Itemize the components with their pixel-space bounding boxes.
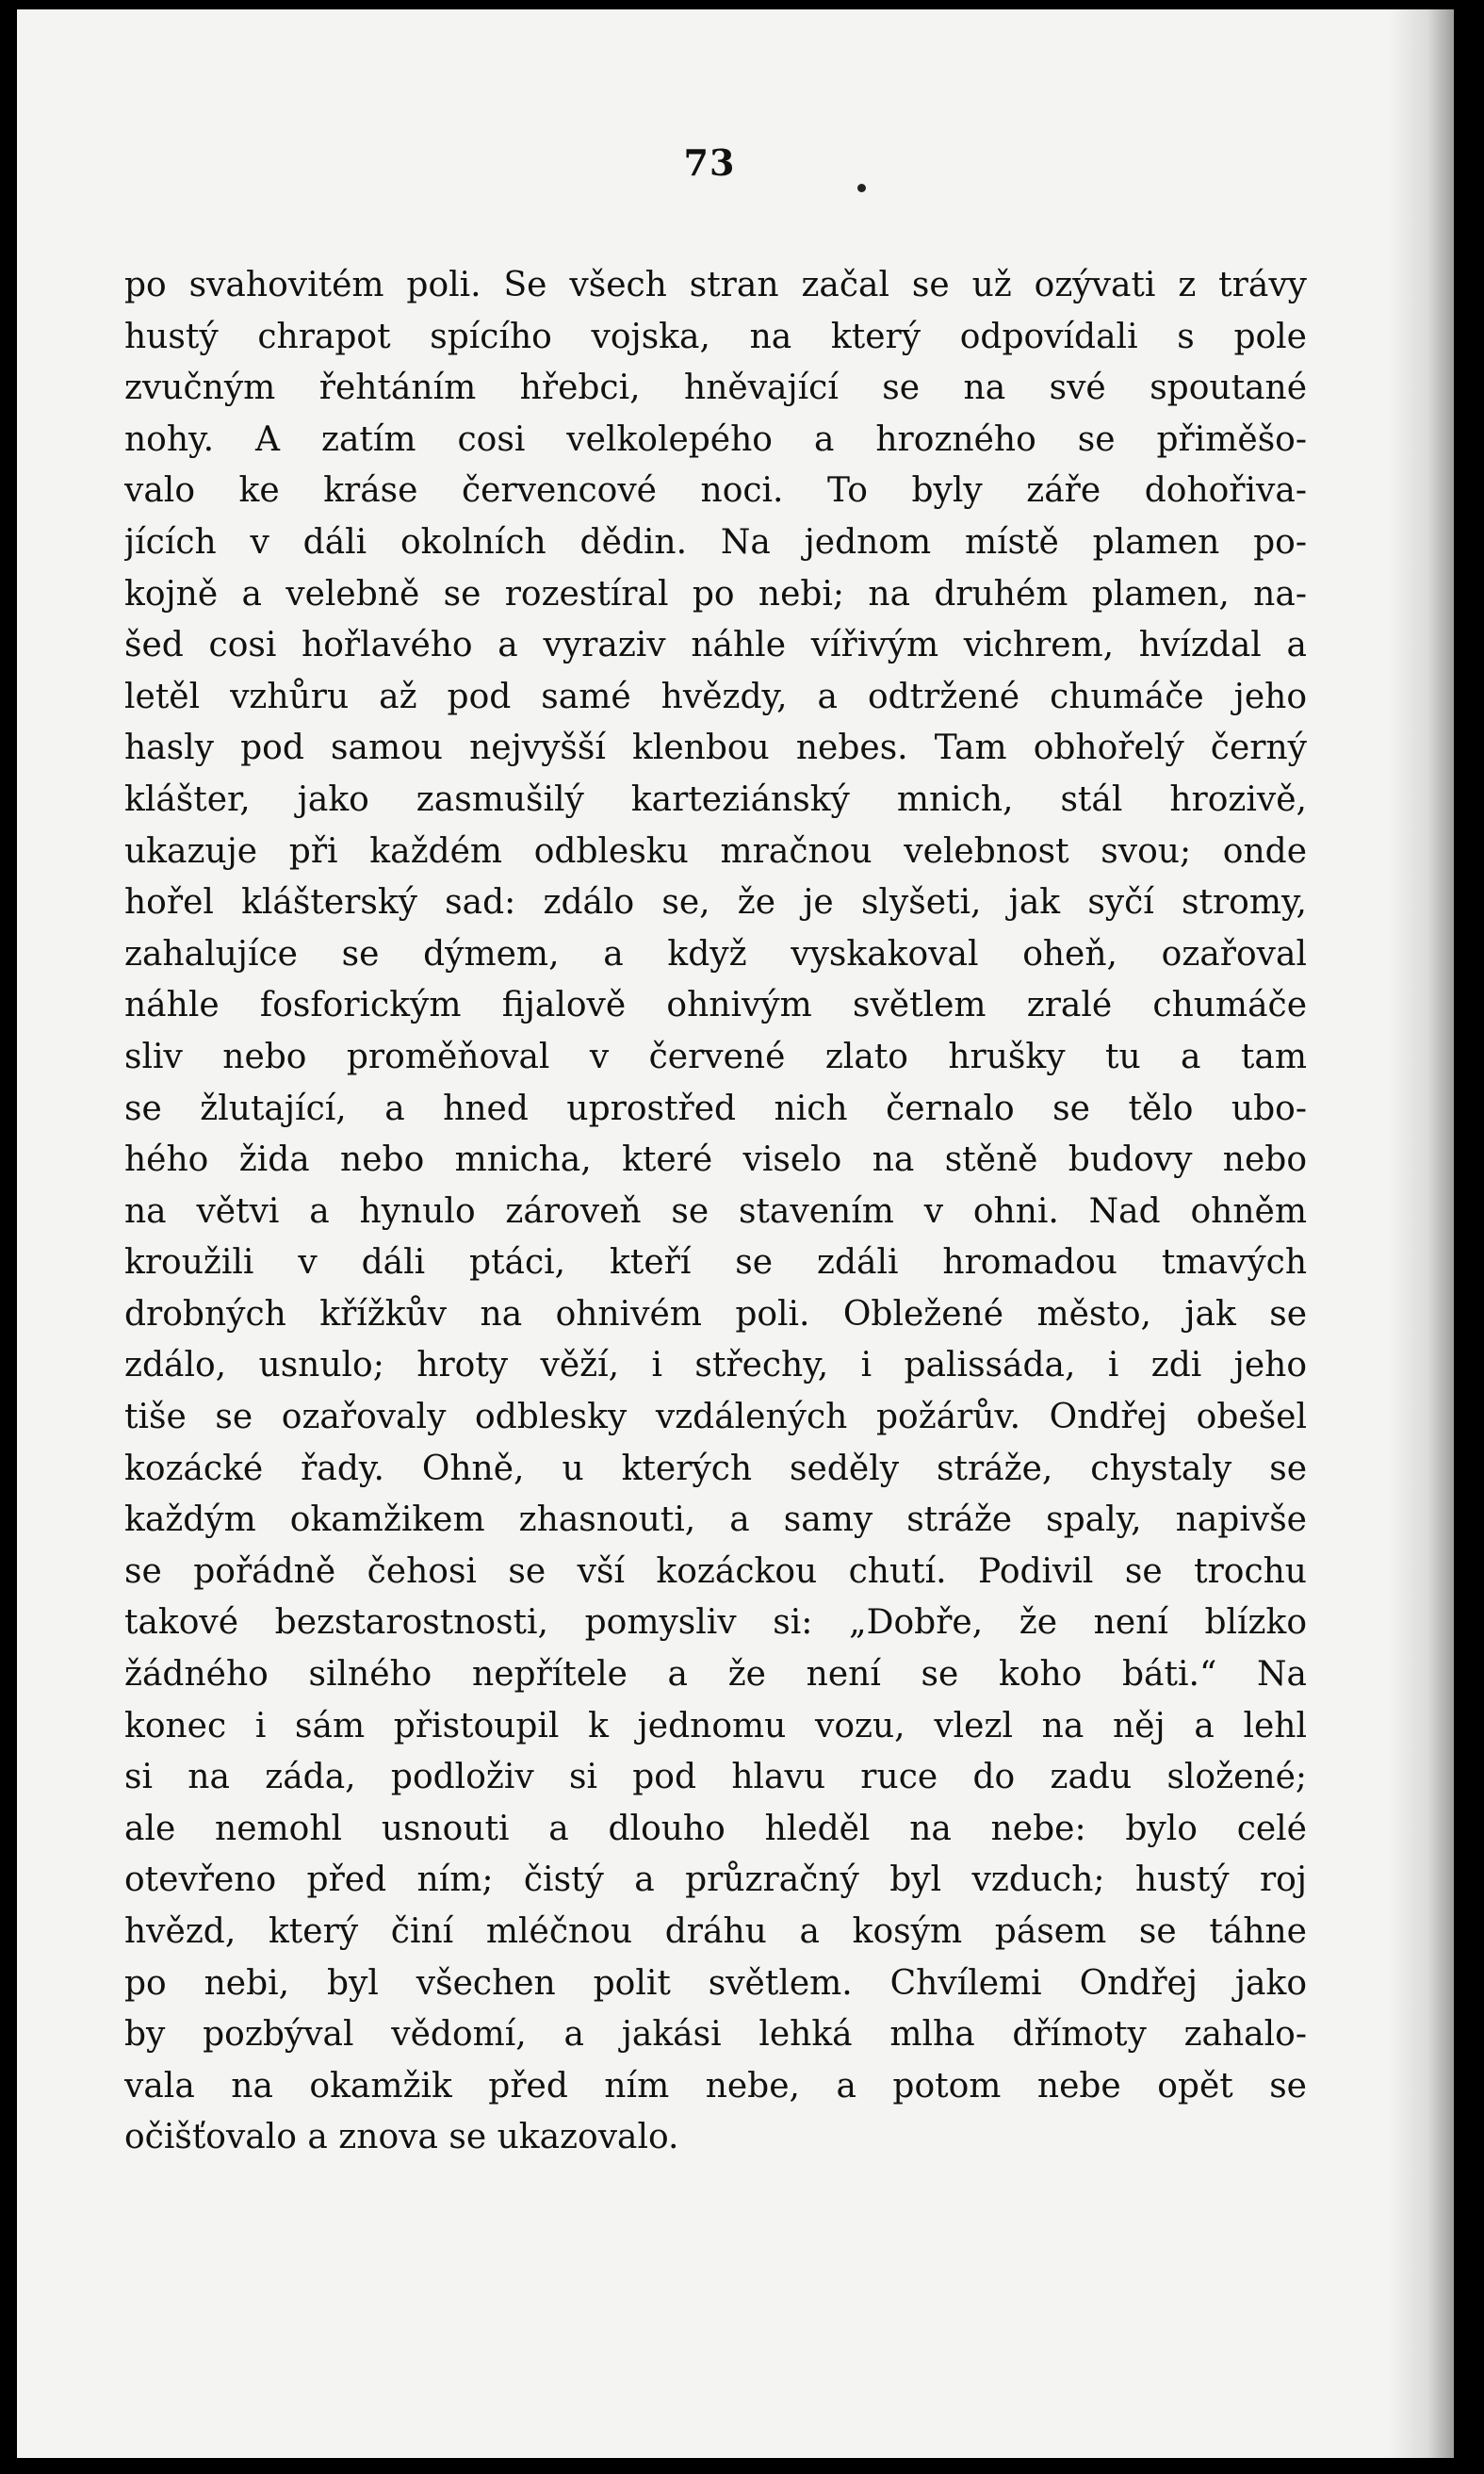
text-line: tiše se ozařovaly odblesky vzdálených požárův. Ondřej obešel <box>124 1398 1307 1437</box>
text-line: šed cosi hořlavého a vyraziv náhle vířivým vichrem, hvízdal a <box>124 626 1307 665</box>
text-line: hasly pod samou nejvyšší klenbou nebes. Tam obhořelý černý <box>124 729 1307 768</box>
text-line: na větvi a hynulo zároveň se stavením v ohni. Nad ohněm <box>124 1191 1307 1231</box>
text-line: jících v dáli okolních dědin. Na jednom místě plamen po- <box>124 522 1307 562</box>
text-line: se žlutající, a hned uprostřed nich černalo se tělo ubo- <box>124 1089 1307 1128</box>
book-page <box>17 9 1454 2458</box>
body-text <box>124 260 1307 2164</box>
text-line: po nebi, byl všechen polit světlem. Chvílemi Ondřej jako <box>124 1963 1307 2003</box>
text-line: sliv nebo proměňoval v červené zlato hrušky tu a tam <box>124 1037 1307 1076</box>
text-line: nohy. A zatím cosi velkolepého a hrozného se přiměšo- <box>124 419 1307 459</box>
text-line: kojně a velebně se rozestíral po nebi; na druhém plamen, na- <box>124 574 1307 614</box>
text-line: hého žida nebo mnicha, které viselo na stěně budovy nebo <box>124 1140 1307 1180</box>
text-line: hustý chrapot spícího vojska, na který odpovídali s pole <box>124 317 1307 356</box>
text-line: očišťovalo a znova se ukazovalo. <box>124 2118 679 2157</box>
page-number: 73 <box>683 141 736 184</box>
text-line: hořel klášterský sad: zdálo se, že je slyšeti, jak syčí stromy, <box>124 883 1307 923</box>
text-line: zvučným řehtáním hřebci, hněvající se na své spoutané <box>124 369 1307 408</box>
text-line: zahalujíce se dýmem, a když vyskakoval oheň, ozařoval <box>124 934 1307 974</box>
text-line: kroužili v dáli ptáci, kteří se zdáli hromadou tmavých <box>124 1243 1307 1283</box>
text-line: náhle fosforickým fijalově ohnivým světlem zralé chumáče <box>124 986 1307 1025</box>
text-line: kozácké řady. Ohně, u kterých seděly stráže, chystaly se <box>124 1449 1307 1488</box>
text-line: po svahovitém poli. Se všech stran začal se už ozývati z trávy <box>124 266 1307 304</box>
text-line: drobných křížkův na ohnivém poli. Obležené město, jak se <box>124 1294 1307 1334</box>
text-line: zdálo, usnulo; hroty věží, i střechy, i palissáda, i zdi jeho <box>124 1346 1307 1385</box>
text-line: takové bezstarostnosti, pomysliv si: „Dobře, že není blízko <box>124 1603 1307 1643</box>
text-line: valo ke kráse červencové noci. To byly záře dohořiva- <box>124 471 1307 511</box>
text-line: každým okamžikem zhasnouti, a samy stráže spaly, napivše <box>124 1500 1307 1540</box>
text-line: klášter, jako zasmušilý karteziánský mnich, stál hrozivě, <box>124 779 1307 819</box>
text-line: letěl vzhůru až pod samé hvězdy, a odtržené chumáče jeho <box>124 677 1307 716</box>
text-line: ukazuje při každém odblesku mračnou velebnost svou; onde <box>124 831 1307 871</box>
text-line: konec i sám přistoupil k jednomu vozu, vlezl na něj a lehl <box>124 1706 1307 1745</box>
text-line: hvězd, který činí mléčnou dráhu a kosým pásem se táhne <box>124 1912 1307 1951</box>
text-line: si na záda, podloživ si pod hlavu ruce do zadu složené; <box>124 1758 1307 1797</box>
ink-dot <box>857 184 866 192</box>
text-line: otevřeno před ním; čistý a průzračný byl vzduch; hustý roj <box>124 1860 1307 1900</box>
text-line: žádného silného nepřítele a že není se koho báti.“ Na <box>124 1655 1307 1695</box>
spine-shadow <box>1388 9 1454 2458</box>
text-line: ale nemohl usnouti a dlouho hleděl na nebe: bylo celé <box>124 1809 1307 1848</box>
text-line: by pozbýval vědomí, a jakási lehká mlha dřímoty zahalo- <box>124 2015 1307 2055</box>
text-line: vala na okamžik před ním nebe, a potom nebe opět se <box>124 2066 1307 2105</box>
text-line: se pořádně čehosi se vší kozáckou chutí. Podivil se trochu <box>124 1551 1307 1591</box>
